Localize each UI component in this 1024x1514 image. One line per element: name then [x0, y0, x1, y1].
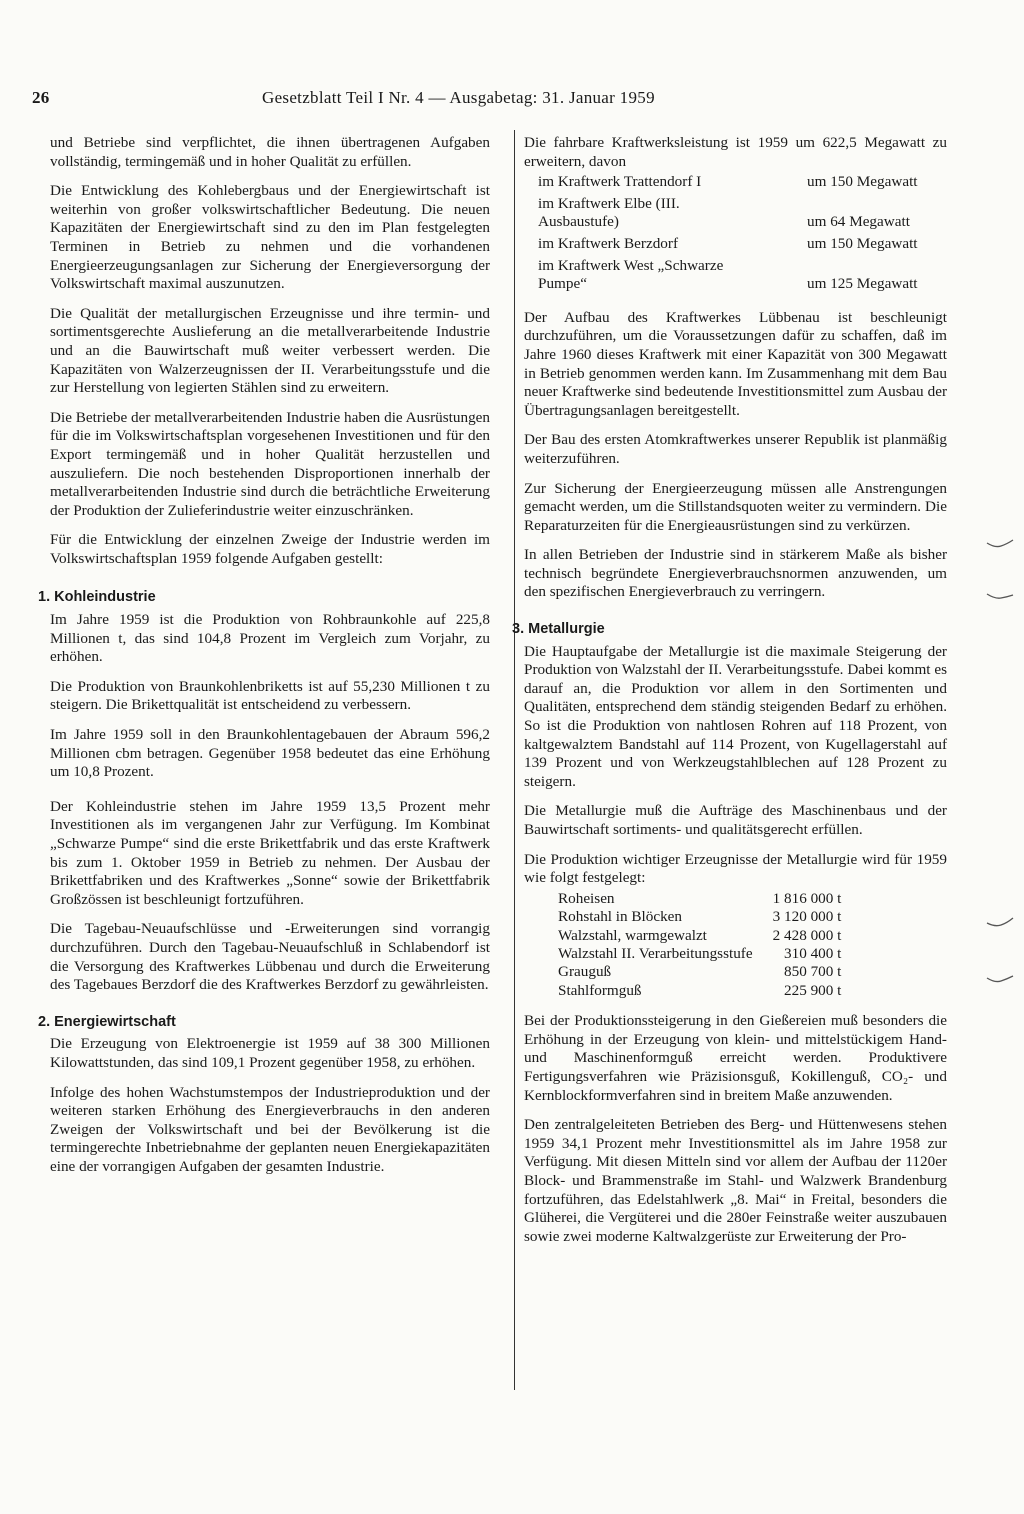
table-row — [524, 173, 947, 195]
paragraph: Den zentralgeleiteten Betrieben des Berg- und Hüttenwesens stehen 1959 34,1 Prozent mehr Investitionsmittel als im Jahre 1958 zur Verfügung. Mit diesen Mitteln sind vor allem der Aufbau der 1120er Block- und Brammenstraße im Stahl- und Walzwerk Brandenburg fortzuführen, das Edelstahlwerk „8. Mai“ in Freital, besonders die Glüherei, die Vergüterei und die 280er Feinstraße weiter auszubauen sowie zwei moderne Kaltwalzgerüste zur Erweiterung der Pro- — [524, 1116, 947, 1245]
page-number: 26 — [32, 88, 50, 107]
table-row — [558, 982, 841, 1000]
metallurgy-table — [558, 890, 841, 1000]
paragraph: Bei der Produktionssteigerung in den Gießereien muß besonders die Erhöhung in der Erzeugung von klein- und mittelstückigem Hand- und Maschinenformguß erreicht werden. Produktivere Fertigungsverfahren wie Präzisionsguß, Kokillenguß, CO₂- und Kernblockformverfahren sind in breitem Maße anzuwenden. — [524, 1012, 947, 1104]
left-column — [38, 134, 490, 1188]
paragraph: Der Kohleindustrie stehen im Jahre 1959 13,5 Prozent mehr Investitionen als im vergangenen Jahr zur Verfügung. Im Kombinat „Schwarze Pumpe“ sind die erste Brikettfabrik und das erste Kraftwerk bis zum 1. Oktober 1959 in Betrieb zu nehmen. Der Ausbau der Brikettfabriken und des Kraftwerkes „Sonne“ sowie der Brikettfabrik Großzössen ist beschleunigt fortzuführen. — [50, 797, 490, 908]
paragraph: Im Jahre 1959 soll in den Braunkohlentagebauen der Abraum 596,2 Millionen cbm betragen. Gegenüber 1958 bedeutet das eine Erhöhung um 10,8 Prozent. — [50, 726, 490, 781]
product-value: 1 816 000 t — [772, 889, 842, 907]
paragraph: Die Produktion von Braunkohlenbriketts ist auf 55,230 Millionen t zu steigern. Die Brikettqualität ist entscheidend zu verbessern. — [50, 677, 490, 714]
paragraph: Zur Sicherung der Energieerzeugung müssen alle Anstrengungen gemacht werden, um die Stillstandsquoten weiter zu vermindern. Die Reparaturzeiten für die Energieausrüstungen sind zu verkürzen. — [524, 479, 947, 534]
paragraph: Die Qualität der metallurgischen Erzeugnisse und ihre termin- und sortimentsgerechte Auslieferung an die metallverarbeitende Industrie und an die Bauwirtschaft muß weiter verbessert werden. Die Kapazitäten von Walzerzeugnissen der II. Verarbeitungsstufe und die zur Herstellung von legierten Stählen sind zu erweitern. — [50, 304, 490, 397]
paragraph: Im Jahre 1959 ist die Produktion von Rohbraunkohle auf 225,8 Millionen t, das sind 104,8 Prozent im Vergleich zum Vorjahr, zu erhöhen. — [50, 611, 490, 666]
plant-name: im Kraftwerk Elbe (III. Ausbaustufe) — [538, 194, 680, 231]
product-name: Rohstahl in Blöcken — [558, 908, 683, 926]
paragraph: Die Produktion wichtiger Erzeugnisse der Metallurgie wird für 1959 wie folgt festgelegt: — [524, 850, 947, 887]
product-name: Roheisen — [558, 889, 615, 907]
paragraph: und Betriebe sind verpflichtet, die ihnen übertragenen Aufgaben vollständig, termingemäß und in hoher Qualität zu erfüllen. — [50, 134, 490, 170]
product-value: 850 700 t — [784, 963, 842, 981]
table-row — [558, 945, 841, 963]
section-heading-kohleindustrie: 1. Kohleindustrie — [38, 589, 156, 606]
product-value: 2 428 000 t — [772, 926, 842, 944]
product-name: Walzstahl II. Verarbeitungsstufe — [558, 945, 753, 962]
product-value: 310 400 t — [784, 945, 842, 962]
paragraph: Der Aufbau des Kraftwerkes Lübbenau ist beschleunigt durchzuführen, um die Voraussetzungen dafür zu schaffen, daß im Jahre 1960 dieses Kraftwerk mit einer Kapazität von 300 Megawatt in Betrieb genommen werden kann. Im Zusammenhang mit dem Bau neuer Kraftwerke sind bedeutende Investitionsmittel zum Ausbau der Übertragungsanlagen bereitgestellt. — [524, 308, 947, 419]
plant-value: um 150 Megawatt — [807, 234, 918, 252]
plant-value: um 64 Megawatt — [807, 213, 910, 231]
table-row — [558, 908, 841, 926]
table-row — [558, 890, 841, 908]
paragraph: Infolge des hohen Wachstumstempos der Industrieproduktion und der weiteren starken Erhöhung des Energieverbrauchs in den anderen Zweigen der Volkswirtschaft und bei der Bevölkerung ist die termingerechte Inbetriebnahme der geplanten neuen Energiekapazitäten eine der vorrangigen Aufgaben der gesamten Industrie. — [50, 1083, 490, 1175]
right-column — [512, 134, 947, 1257]
product-name: Stahlformguß — [558, 981, 642, 999]
plant-value: um 125 Megawatt — [807, 275, 918, 293]
table-row — [524, 257, 947, 297]
product-value: 225 900 t — [784, 981, 842, 999]
product-value: 3 120 000 t — [772, 908, 842, 926]
paragraph: Die Hauptaufgabe der Metallurgie ist die maximale Steigerung der Produktion von Walzstahl der II. Verarbeitungsstufe. Dabei kommt es darauf an, die Produktion vor allem in den Sortimenten und Qualitäten, entsprechend dem ständig steigenden Bedarf zu erhöhen. So ist die Produktion von nahtlosen Rohren auf 118 Prozent, von kaltgewalztem Bandstahl auf 114 Prozent, von Kugellagerstahl auf 139 Prozent und von Werkzeugstahlblechen auf 128 Prozent zu steigern. — [524, 642, 947, 790]
table-row — [524, 235, 947, 257]
paragraph: Die Tagebau-Neuaufschlüsse und -Erweiterungen sind vorrangig durchzuführen. Durch den Tagebau-Neuaufschluß in Schlabendorf ist die Versorgung des Kraftwerkes Lübbenau und durch die Erweiterung des Tagebaues Berzdorf die des Kraftwerkes Berzdorf zu gewährleisten. — [50, 920, 490, 994]
paragraph: In allen Betrieben der Industrie sind in stärkerem Maße als bisher technisch begründete Energieverbrauchsnormen anzuwenden, um den spezifischen Energieverbrauch zu verringern. — [524, 546, 947, 601]
paragraph: Für die Entwicklung der einzelnen Zweige der Industrie werden im Volkswirtschaftsplan 1959 folgende Aufgaben gestellt: — [50, 531, 490, 567]
margin-check-mark — [985, 973, 1015, 985]
section-heading-energiewirtschaft: 2. Energiewirtschaft — [38, 1013, 176, 1030]
plant-name: im Kraftwerk Trattendorf I — [538, 173, 702, 191]
margin-check-mark — [985, 538, 1015, 550]
power-plant-table — [524, 173, 947, 297]
paragraph: Die Betriebe der metallverarbeitenden Industrie haben die Ausrüstungen für die im Volkswirtschaftsplan vorgesehenen Investitionen und für den Export termingemäß und in hoher Qualität herzustellen und auszuliefern. Die noch bestehenden Disproportionen innerhalb der metallverarbeitenden Industrie sind durch die beträchtliche Erweiterung der Produktion der Zulieferindustrie weiter einzuschränken. — [50, 408, 490, 519]
margin-check-mark — [985, 917, 1015, 929]
plant-value: um 150 Megawatt — [807, 173, 918, 191]
column-divider — [514, 130, 515, 1390]
section-heading-metallurgie: 3. Metallurgie — [512, 621, 605, 638]
margin-check-mark — [985, 590, 1015, 602]
product-name: Walzstahl, warmgewalzt — [558, 926, 707, 944]
paragraph: Der Bau des ersten Atomkraftwerkes unserer Republik ist planmäßig weiterzuführen. — [524, 431, 947, 467]
table-row — [558, 963, 841, 981]
paragraph: Die Metallurgie muß die Aufträge des Maschinenbaus und der Bauwirtschaft sortiments- und qualitätsgerecht erfüllen. — [524, 802, 947, 838]
product-name: Grauguß — [558, 963, 612, 981]
table-row — [524, 195, 947, 235]
paragraph: Die fahrbare Kraftwerksleistung ist 1959 um 622,5 Megawatt zu erweitern, davon — [524, 134, 947, 170]
page-header — [32, 88, 744, 112]
plant-name: im Kraftwerk West „Schwarze Pumpe“ — [538, 256, 724, 293]
plant-name: im Kraftwerk Berzdorf — [538, 234, 679, 252]
running-title: Gesetzblatt Teil I Nr. 4 — Ausgabetag: 31. Januar 1959 — [262, 88, 655, 107]
paragraph: Die Entwicklung des Kohlebergbaus und der Energiewirtschaft ist weiterhin von großer volkswirtschaftlicher Bedeutung. Die neuen Kapazitäten der Energiewirtschaft sind zu den im Plan festgelegten Terminen in Betrieb zu nehmen und die vorhandenen Energieerzeugungsanlagen zur Sicherung der Energieversorgung der Volkswirtschaft maximal auszunutzen. — [50, 182, 490, 293]
table-row — [558, 927, 841, 945]
paragraph: Die Erzeugung von Elektroenergie ist 1959 auf 38 300 Millionen Kilowattstunden, das sind 109,1 Prozent gegenüber 1958, zu erhöhen. — [50, 1035, 490, 1071]
